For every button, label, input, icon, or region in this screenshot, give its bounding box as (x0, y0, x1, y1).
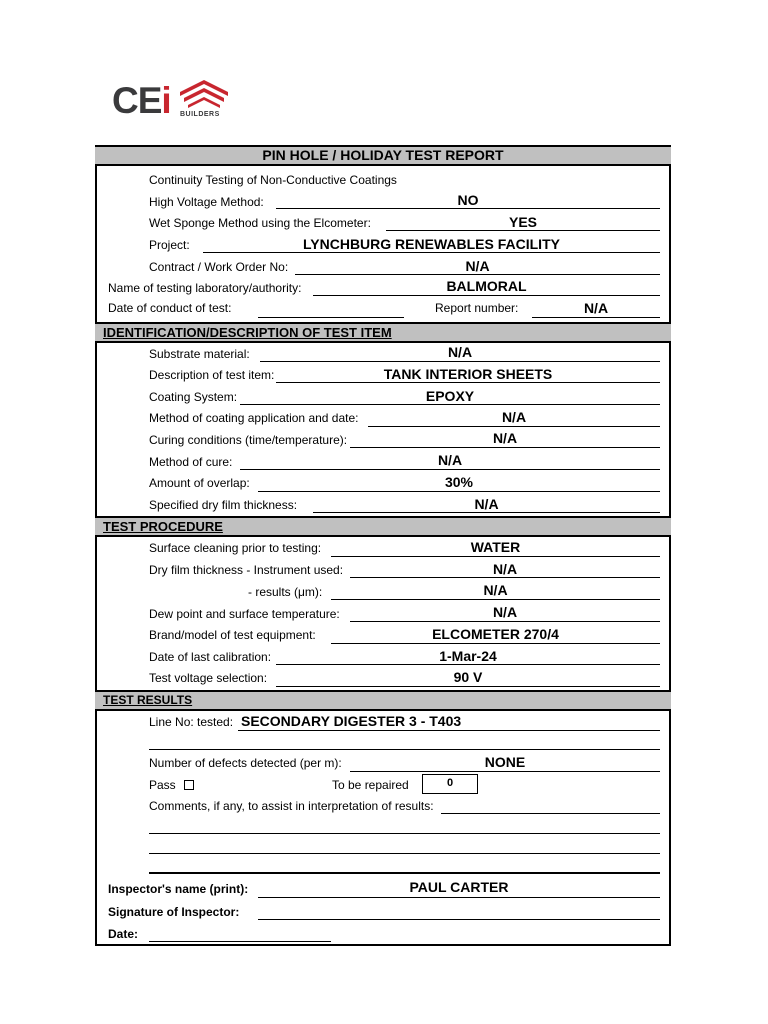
hv-value[interactable]: NO (457, 192, 479, 208)
calibration-line (276, 664, 660, 665)
defects-value[interactable]: NONE (484, 754, 526, 770)
line-tested-label: Line No: tested: (149, 715, 234, 729)
identification-heading: IDENTIFICATION/DESCRIPTION OF TEST ITEM (103, 325, 392, 340)
curing-value[interactable]: N/A (492, 430, 518, 446)
pass-checkbox[interactable] (184, 780, 194, 790)
procedure-bar (95, 516, 671, 537)
project-label: Project: (149, 238, 190, 252)
dew-value[interactable]: N/A (492, 604, 518, 620)
logo-text: CEi (112, 80, 171, 121)
report-number-label: Report number: (435, 301, 519, 315)
contract-value[interactable]: N/A (465, 258, 490, 274)
sponge-label: Wet Sponge Method using the Elcometer: (149, 216, 371, 230)
overlap-value[interactable]: 30% (444, 474, 474, 490)
defects-line (350, 771, 660, 772)
comments-line-2[interactable] (149, 833, 660, 834)
instrument-value[interactable]: N/A (492, 561, 518, 577)
cure-method-line (240, 469, 660, 470)
sponge-value[interactable]: YES (508, 214, 537, 230)
line-tested-line (238, 730, 660, 731)
dew-line (350, 621, 660, 622)
overlap-label: Amount of overlap: (149, 476, 250, 490)
dft-value[interactable]: N/A (474, 496, 499, 512)
results-heading: TEST RESULTS (103, 693, 193, 707)
sponge-line (386, 230, 660, 231)
method-line (368, 426, 660, 427)
substrate-line (260, 361, 660, 362)
brand-label: Brand/model of test equipment: (149, 628, 316, 642)
cure-method-value[interactable]: N/A (437, 452, 463, 468)
brand-value[interactable]: ELCOMETER 270/4 (432, 626, 559, 642)
repair-label: To be repaired (332, 778, 409, 792)
comments-line-4[interactable] (149, 872, 660, 874)
repair-count-box[interactable]: 0 (422, 774, 478, 794)
pass-label: Pass (149, 778, 176, 792)
contract-line (295, 274, 660, 275)
lab-line (313, 295, 660, 296)
lab-value[interactable]: BALMORAL (446, 278, 527, 294)
curing-label: Curing conditions (time/temperature): (149, 433, 348, 447)
substrate-value[interactable]: N/A (447, 344, 473, 360)
report-title-bar (95, 145, 671, 166)
defects-label: Number of defects detected (per m): (149, 756, 342, 770)
results-label: - results (μm): (248, 585, 323, 599)
company-logo (104, 78, 244, 136)
method-value[interactable]: N/A (501, 409, 527, 425)
instrument-line (350, 577, 660, 578)
comments-line-3[interactable] (149, 853, 660, 854)
dew-label: Dew point and surface temperature: (149, 607, 340, 621)
overlap-line (258, 491, 660, 492)
description-line (276, 382, 660, 383)
roof-icon (180, 80, 228, 110)
signoff-date-line[interactable] (149, 941, 331, 942)
coating-line (240, 404, 660, 405)
inspector-line (258, 897, 660, 898)
inspector-label: Inspector's name (print): (108, 882, 249, 896)
inspector-value[interactable]: PAUL CARTER (409, 879, 509, 895)
description-label: Description of test item: (149, 368, 275, 382)
results-bar (95, 690, 671, 711)
identification-bar (95, 322, 671, 343)
curing-line (350, 447, 660, 448)
method-label: Method of coating application and date: (149, 411, 359, 425)
calibration-value[interactable]: 1-Mar-24 (439, 648, 497, 664)
cleaning-label: Surface cleaning prior to testing: (149, 541, 322, 555)
contract-label: Contract / Work Order No: (149, 260, 289, 274)
report-number-value[interactable]: N/A (583, 300, 609, 316)
line-tested-value[interactable]: SECONDARY DIGESTER 3 - T403 (241, 713, 462, 729)
signoff-date-label: Date: (108, 927, 139, 941)
voltage-line (276, 686, 660, 687)
line-tested-line-2[interactable] (149, 749, 660, 750)
date-conduct-label: Date of conduct of test: (108, 301, 232, 315)
lab-label: Name of testing laboratory/authority: (108, 281, 302, 295)
cleaning-line (331, 556, 660, 557)
procedure-heading: TEST PROCEDURE (103, 519, 223, 534)
project-line (203, 252, 660, 253)
hv-line (276, 208, 660, 209)
coating-label: Coating System: (149, 390, 238, 404)
results-value[interactable]: N/A (483, 582, 508, 598)
substrate-label: Substrate material: (149, 347, 250, 361)
voltage-label: Test voltage selection: (149, 671, 268, 685)
brand-line (331, 643, 660, 644)
comments-label: Comments, if any, to assist in interpretation of results: (149, 799, 434, 813)
date-conduct-line[interactable] (258, 317, 404, 318)
dft-line (313, 512, 660, 513)
signature-label: Signature of Inspector: (108, 905, 240, 919)
hv-label: High Voltage Method: (149, 195, 264, 209)
instrument-label: Dry film thickness - Instrument used: (149, 563, 344, 577)
comments-line-1[interactable] (441, 813, 660, 814)
results-line (331, 599, 660, 600)
cure-method-label: Method of cure: (149, 455, 233, 469)
cleaning-value[interactable]: WATER (470, 539, 521, 555)
project-value[interactable]: LYNCHBURG RENEWABLES FACILITY (303, 236, 560, 252)
voltage-value[interactable]: 90 V (453, 669, 483, 685)
report-number-line (532, 317, 660, 318)
logo-subtext: BUILDERS (180, 111, 220, 118)
calibration-label: Date of last calibration: (149, 650, 272, 664)
signature-line[interactable] (258, 919, 660, 920)
report-title: PIN HOLE / HOLIDAY TEST REPORT (262, 147, 504, 163)
coating-value[interactable]: EPOXY (425, 388, 475, 404)
subtitle: Continuity Testing of Non-Conductive Coatings (149, 173, 397, 187)
description-value[interactable]: TANK INTERIOR SHEETS (383, 366, 553, 382)
dft-label: Specified dry film thickness: (149, 498, 298, 512)
